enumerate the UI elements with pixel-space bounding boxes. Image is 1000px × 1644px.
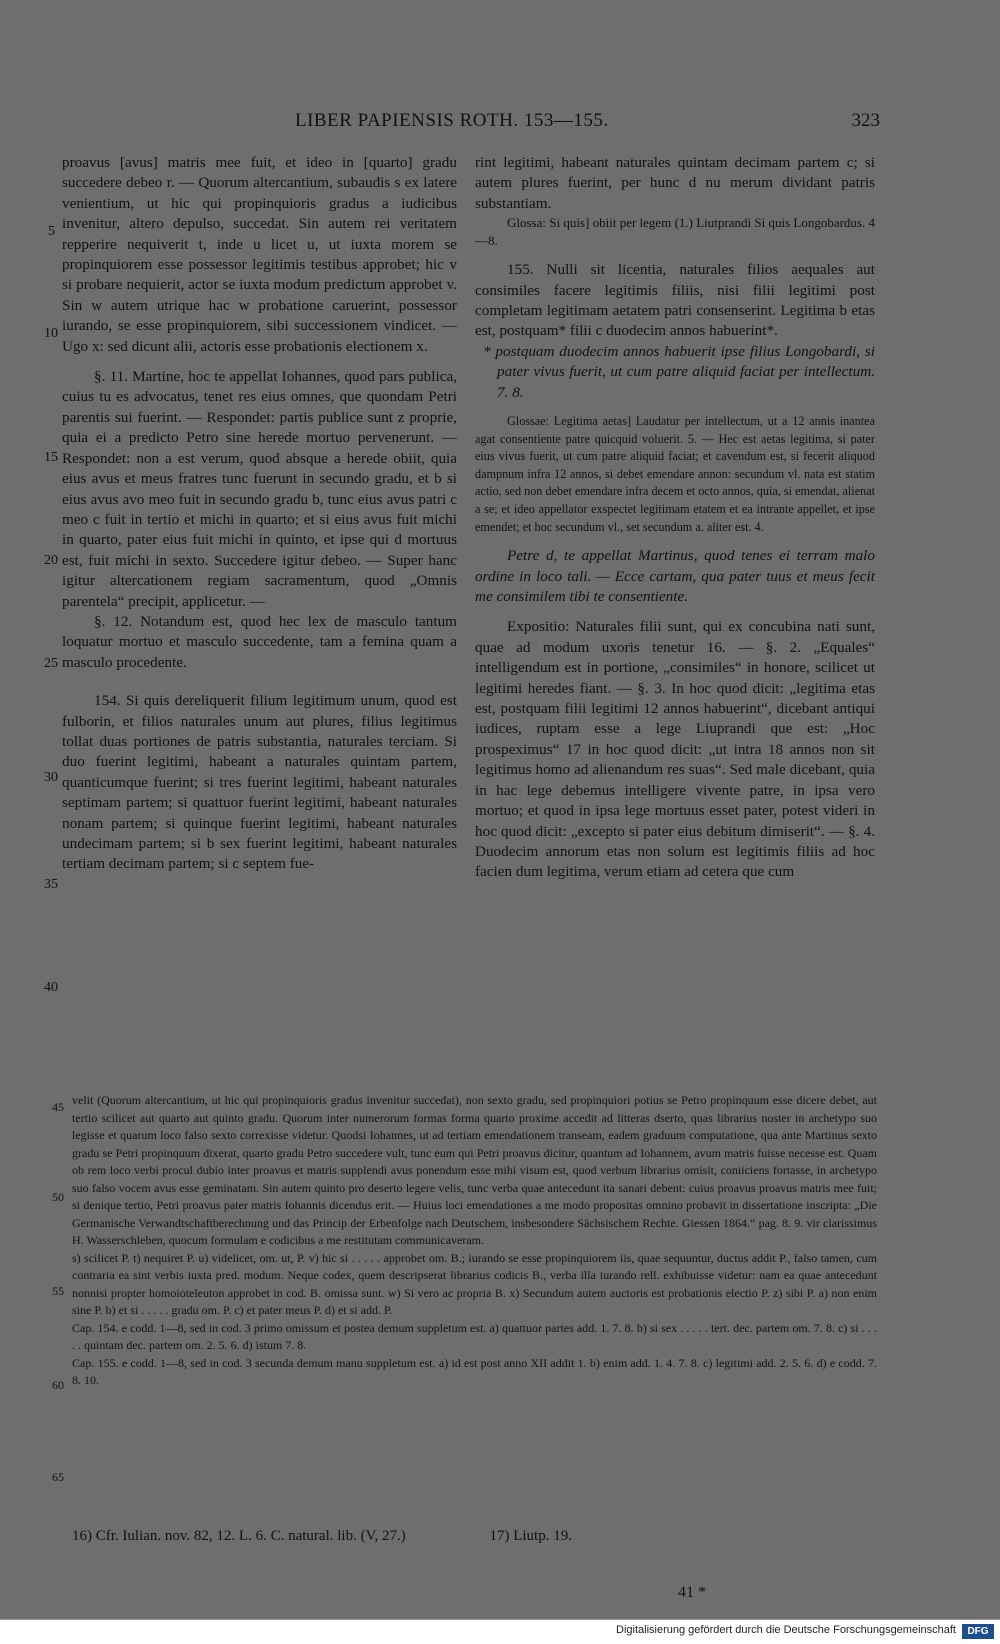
right-column bbox=[475, 153, 875, 883]
line-number: 60 bbox=[52, 1378, 64, 1392]
glossae-155: Glossae: Legitima aetas] Laudatur per intellectum, ut a 12 annis inantea agat consentiente patre quicquid voluerit. 5. — Hec est aetas legitima, si pater eius vivus fuerit, ut cum patre aliquid faciat; et cavendum est, si fecerit aliquod dampnum infra 12 annos, si debet emendare annon: secundum vl. nata est statim actio, sed non debet emendare infra decem et octo annos, quia, si emendat, alienat a se; et ideo appellator exspectet legitimam etatem et ea intrante appellet, et ipse emendet; et hoc secundum vl., set secundum a. aliter est. 4. bbox=[475, 414, 875, 534]
line-number: 25 bbox=[44, 656, 58, 671]
line-number: 50 bbox=[52, 1190, 64, 1204]
paragraph-section-12: §. 12. Notandum est, quod hec lex de masculo tantum loquatur mortuo et masculo succedente, tam a femina quam a masculo procedente. bbox=[62, 612, 457, 671]
paragraph-cap-155: 155. Nulli sit licentia, naturales filios aequales aut consimiles facere legitimis filiis, nisi filii legitimi post completam legitimam aetatem patri consenserint. Legitima b etas est, postquam* filii c duodecim annos habuerint*. bbox=[475, 261, 875, 340]
line-number: 30 bbox=[44, 770, 58, 785]
paragraph-continuation: rint legitimi, habeant naturales quintam decimam partem c; si autem plures fuerint, per hunc d nu merum dividant patris substantiam. bbox=[475, 154, 875, 212]
note-cap-154: Cap. 154. e codd. 1—8, sed in cod. 3 primo omissum et postea demum suppletum est. a) quattuor partes add. 1. 7. 8. b) si sex . . . . . tert. dec. partem om. 7. 8. c) si . . . . . quintam dec. partem om. 2. 5. 6. d) istum 7. 8. bbox=[72, 1320, 877, 1352]
signature-mark: 41 * bbox=[678, 1584, 706, 1601]
critical-notes bbox=[72, 1092, 877, 1390]
running-header bbox=[60, 110, 880, 140]
note-cap-155: Cap. 155. e codd. 1—8, sed in cod. 3 secunda demum manu suppletum est. a) id est post anno XII addit 1. b) enim add. 1. 4. 7. 8. c) legitimi add. 2. 5. 6. d) e codd. 7. 8. 10. bbox=[72, 1355, 877, 1387]
paragraph-section-11: §. 11. Martine, hoc te appellat Iohannes, quod pars publica, cuius tu es advocatus, tenet res eius omnes, que quondam Petri parentis sui fuerint. — Respondet: partis publice sunt z proprie, quia ei a predicto Petro sine herede mortuo pervenerunt. — Respondet: non a est verum, quod absque a herede obiit, quia eius avus et meus fratres tunc fuerunt in secundo gradu, et b si eius avus avo meo fuit in secundo gradu b, tunc eius avus patri c meo c fuit in tertio et michi in quarto; et si eius avus fuit michi in quarto, pater eius fuit michi in quinto, et ipse qui d mortuus est, fuit michi in sexto. Succedere igitur debeo. — Super hanc igitur altercationem regiam sacramentum, quod „Omnis parentela“ precipit, applicetur. — bbox=[62, 368, 457, 610]
line-number: 55 bbox=[52, 1284, 64, 1298]
line-number: 15 bbox=[44, 450, 58, 465]
line-number: 5 bbox=[48, 224, 55, 239]
paragraph-proavus: proavus [avus] matris mee fuit, et ideo in [quarto] gradu succedere debeo r. — Quorum altercantium, subaudis s ex latere venientium, ut hic qui propinquioris gradus a iudicibus invenitur, altero depulso, succedat. Sin autem rei veritatem repperire nequiverit t, inde u licet u, ut iuxta morem se propinquiorem esse possessor legitimis testibus approbet; hic v si probare nequierit, actor se iuxta modum predictum approbet v. Sin w autem utrique hac w probatione caruerint, possessor iurando, se esse propinquiorem, sibi successionem vindicet. — Ugo x: sed dicunt alii, actoris esse probationis electionem x. bbox=[62, 154, 457, 355]
funding-banner bbox=[0, 1619, 1000, 1644]
line-number: 65 bbox=[52, 1470, 64, 1484]
variant-note: * postquam duodecim annos habuerit ipse filius Longobardi, si pater vivus fuerit, ut cum patre aliquid faciat per intellectum. 7. 8. bbox=[483, 342, 875, 401]
line-number: 20 bbox=[44, 553, 58, 568]
footnote-17: 17) Liutp. 19. bbox=[489, 1528, 572, 1544]
expositio: Expositio: Naturales filii sunt, qui ex concubina nati sunt, quae ad modum uxoris tenetur 16. — §. 2. „Equales“ intelligendum est in portione, „consimiles“ in honore, scilicet ut legitimi heredes fiant. — §. 3. In hoc quod dicit: „legitima etas est, postquam filii legitimi 12 annos habuerint“, dicebant antiqui iudices, ruptam esse a lege Liuprandi que est: „Hoc prospeximus“ 17 in hoc quod dicit: „ut intra 18 annos non sit legitimus homo ad alienandum res suas“. Sed male dicebant, quia in hac lege debemus intelligere vivente patre, in ipsa vero mortuo; et quod in ipsa lege mortuus esset pater, potest videri in hoc quod dicit: „excepto si pater eius debitum dimiserit“. — §. 4. Duodecim annorum etas non solum est legitimis filiis ad hoc facien dum legitima, verum etiam ad cetera que cum bbox=[475, 618, 875, 881]
left-column bbox=[62, 153, 457, 875]
funding-text: Digitalisierung gefördert durch die Deutsche Forschungsgemeinschaft bbox=[616, 1624, 956, 1636]
page-number: 323 bbox=[851, 110, 880, 131]
note-velit: velit (Quorum altercantium, ut hic qui propinquioris gradus invenitur succedat), non sexto gradu, sed propinquiori potius se Petro propinquum esse dicere debet, aut tertio scilicet aut quarto aut quinto gradu. Quorum inter numerorum formas forma quarto proxime accedit ad litteras dserto, quas librarius noster in archetypo suo legisse et quarum loco falso sexto correxisse videtur. Quodsi Iohannes, ut ad tertiam emendationem transeam, eadem graduum computatione, qua ante Martinus sexto gradu se Petri propinquum dixerat, quarto gradu Petro succedere vult, tunc eum qui Petri proavus dicitur, quantum ad Iohannem, avum matris fuisse necesse est. Quam ob rem loco verbi procul dubio inter proavus et matris supplendi avus ponendum esse mihi visum est, quod verbum librarius omisit, coniiciens fortasse, in archetypo suo falso vocem avus esse geminatam. Sin autem quinto pro deserto legere velis, tunc verba quae antecedunt ita sanari debent: cuius proavus proavus matris mee fuit; si denique tertio, Petri proavus pater matris Iohannis dicendus erit. — Huius loci emendationes a me modo propositas omnino probavit in dissertatione inscripta: „Die Germanische Verwandtschaftberechnung und das Princip der Erbenfolge nach Deutschem, insbesondere Sächsischem Rechte. Giessen 1864.“ pag. 8. 9. vir clarissimus H. Wasserschleben, quocum formulam e codicibus a me restitutam communicaveram. bbox=[72, 1093, 877, 1247]
footnote-16: 16) Cfr. Iulian. nov. 82, 12. L. 6. C. natural. lib. (V, 27.) bbox=[72, 1528, 406, 1544]
dfg-logo-icon: DFG bbox=[962, 1624, 994, 1639]
glossa-154: Glossa: Si quis] obiit per legem (1.) Liutprandi Si quis Longobardus. 4—8. bbox=[475, 215, 875, 249]
line-number: 35 bbox=[44, 877, 58, 892]
paragraph-cap-154: 154. Si quis dereliquerit filium legitimum unum, quod est fulborin, et filios naturales unum aut plures, filius legitimus tollat duas portiones de patris substantia, naturales terciam. Si duo fuerint legitimi, habeant a naturales quintam partem, quanticumque fuerint; si tres fuerint legitimi, habeant naturales septimam partem; si quattuor fuerint legitimi, habeant naturales nonam partem; si quinque fuerint legitimi, habeant naturales undecimam partem; si b sex fuerint legitimi, habeant naturales tertiam decimam partem; si c septem fue- bbox=[62, 692, 457, 873]
line-number: 45 bbox=[52, 1100, 64, 1114]
line-number: 10 bbox=[44, 326, 58, 341]
formula-petre: Petre d, te appellat Martinus, quod tenes ei terram malo ordine in loco tali. — Ecce cartam, qua pater tuus et meus fecit me consimilem tibi te consentiente. bbox=[475, 547, 875, 606]
running-title: LIBER PAPIENSIS ROTH. 153—155. bbox=[295, 110, 609, 131]
line-number: 40 bbox=[44, 980, 58, 995]
footnotes bbox=[72, 1528, 877, 1545]
note-variants-153: s) scilicet P. t) nequiret P. u) videlicet, om. ut, P. v) hic si . . . . . approbet om. B.; iurando se esse propinquiorem iis, quae sequuntur, ductus addit P., falso tamen, cum contraria ea sint verbis iuxta pred. modum. Neque codex, quem descripserat librarius codicis B., verba illa iurando rell. exhibuisse videtur: nam ea quae antecedunt nonnisi propter homoioteleuton approbet in cod. B. omissa sunt. w) Si vero ac propria B. x) Secundum autem auctoris est probationis electio P. z) sibi P. a) non enim sine P. b) et si . . . . . gradu om. P. c) et pater meus P. d) et si add. P. bbox=[72, 1250, 877, 1317]
